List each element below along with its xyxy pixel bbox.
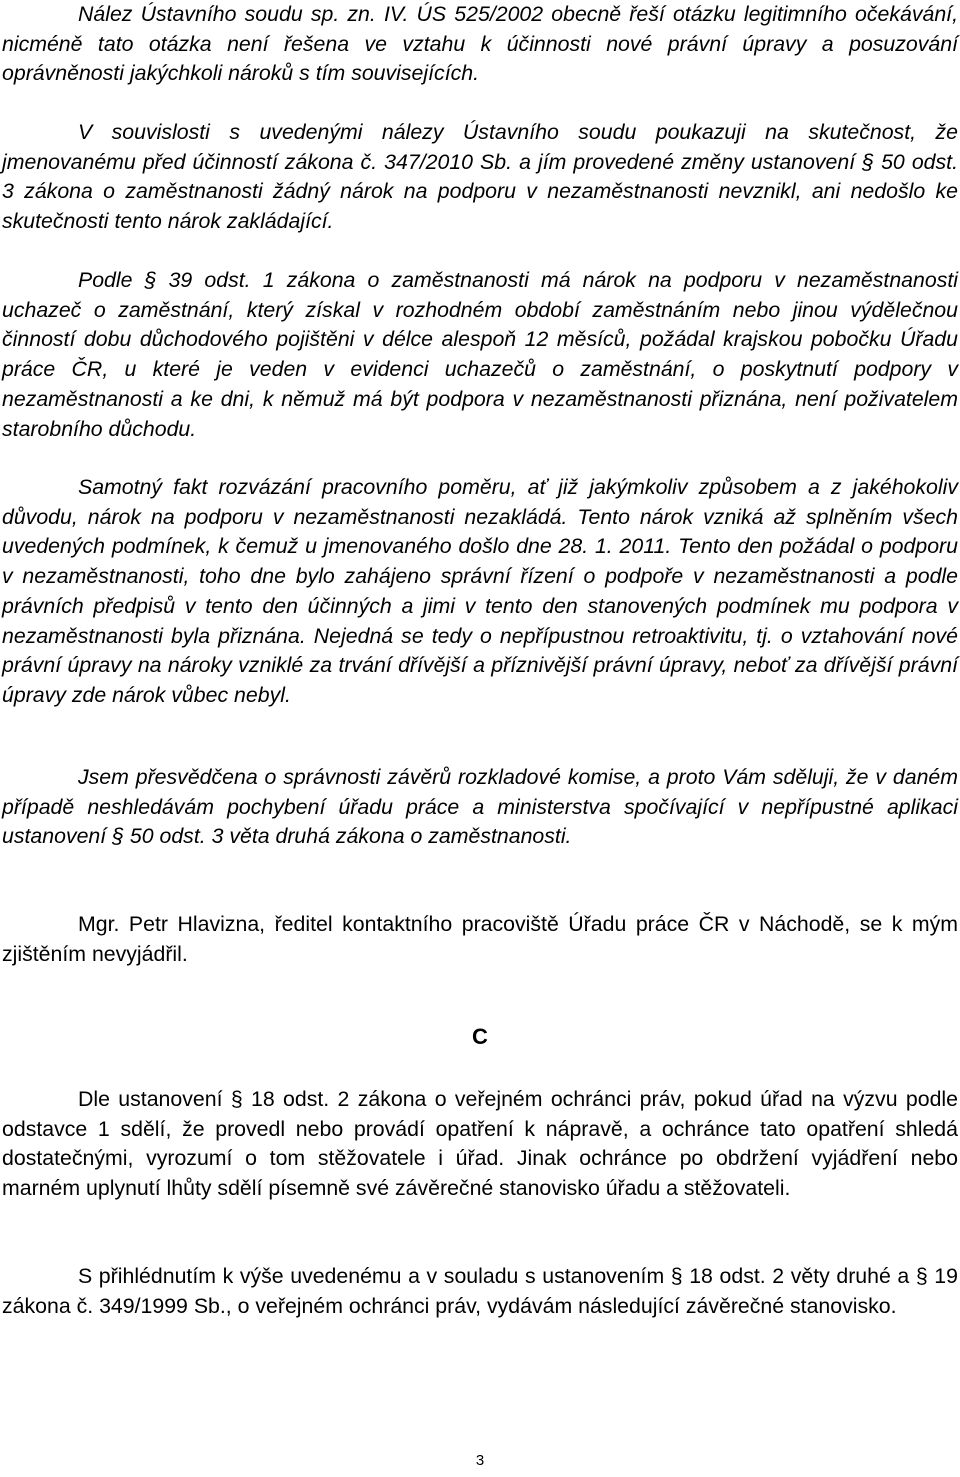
page-number: 3: [475, 1452, 485, 1469]
paragraph-section-39: Podle § 39 odst. 1 zákona o zaměstnanosti má nárok na podporu v nezaměstnanosti uchazeč o zaměstnání, který získal v rozhodném období zaměstnáním nebo jinou výdělečnou činností dobu důchodového pojištěni v délce alespoň 12 měsíců, požádal krajskou pobočku Úřadu práce ČR, u které je veden v evidenci uchazečů o zaměstnání, o poskytnutí podpory v nezaměstnanosti a ke dni, k němuž má být podpora v nezaměstnanosti přiznána, není poživatelem starobního důchodu.: [2, 268, 958, 441]
section-heading: C: [472, 1024, 488, 1049]
paragraph-termination-of-employment: Samotný fakt rozvázání pracovního poměru, ať již jakýmkoliv způsobem a z jakéhokoliv důvodu, nárok na podporu v nezaměstnanosti nezakládá. Tento nárok vzniká až splněním všech uvedených podmínek, k čemuž u jmenovaného došlo dne 28. 1. 2011. Tento den požádal o podporu v nezaměstnanosti, toho dne bylo zahájeno správní řízení o podpoře v nezaměstnanosti a podle právních předpisů v tento den účinných a jimi v tento den stanovených podmínek mu podpora v nezaměstnanosti byla přiznána. Nejedná se tedy o nepřípustnou retroaktivitu, tj. o vztahování nové právní úpravy na nároky vzniklé za trvání dřívější a příznivější právní úpravy, neboť za dřívější právní úpravy zde nárok vůbec nebyl.: [2, 475, 958, 707]
paragraph-conclusion: Jsem přesvědčena o správnosti závěrů rozkladové komise, a proto Vám sděluji, že v daném případě neshledávám pochybení úřadu práce a ministerstva spočívající v nepřípustné aplikaci ustanovení § 50 odst. 3 věta druhá zákona o zaměstnanosti.: [2, 765, 958, 849]
paragraph-final-statement: S přihlédnutím k výše uvedenému a v souladu s ustanovením § 18 odst. 2 věty druhé a § 19 zákona č. 349/1999 Sb., o veřejném ochránci práv, vydávám následující závěrečné stanovisko.: [2, 1264, 958, 1318]
paragraph-director-statement: Mgr. Petr Hlavizna, ředitel kontaktního pracoviště Úřadu práce ČR v Náchodě, se k mým zjištěním nevyjádřil.: [2, 912, 958, 966]
paragraph-section-18: Dle ustanovení § 18 odst. 2 zákona o veřejném ochránci práv, pokud úřad na výzvu podle odstavce 1 sdělí, že provedl nebo provádí opatření k nápravě, a ochránce tato opatření shledá dostatečnými, vyrozumí o tom stěžovatele i úřad. Jinak ochránce po obdržení vyjádření nebo marném uplynutí lhůty sdělí písemně své závěrečné stanovisko úřadu a stěžovateli.: [2, 1087, 958, 1201]
paragraph-constitutional-court-finding: Nález Ústavního soudu sp. zn. IV. ÚS 525/2002 obecně řeší otázku legitimního očekávání, nicméně tato otázka není řešena ve vztahu k účinnosti nové právní úpravy a posuzování oprávněnosti jakýchkoli nároků s tím souvisejících.: [2, 2, 958, 86]
paragraph-court-findings-reference: V souvislosti s uvedenými nálezy Ústavního soudu poukazuji na skutečnost, že jmenovanému před účinností zákona č. 347/2010 Sb. a jím provedené změny ustanovení § 50 odst. 3 zákona o zaměstnanosti žádný nárok na podporu v nezaměstnanosti nevznikl, ani nedošlo ke skutečnosti tento nárok zakládající.: [2, 120, 958, 234]
